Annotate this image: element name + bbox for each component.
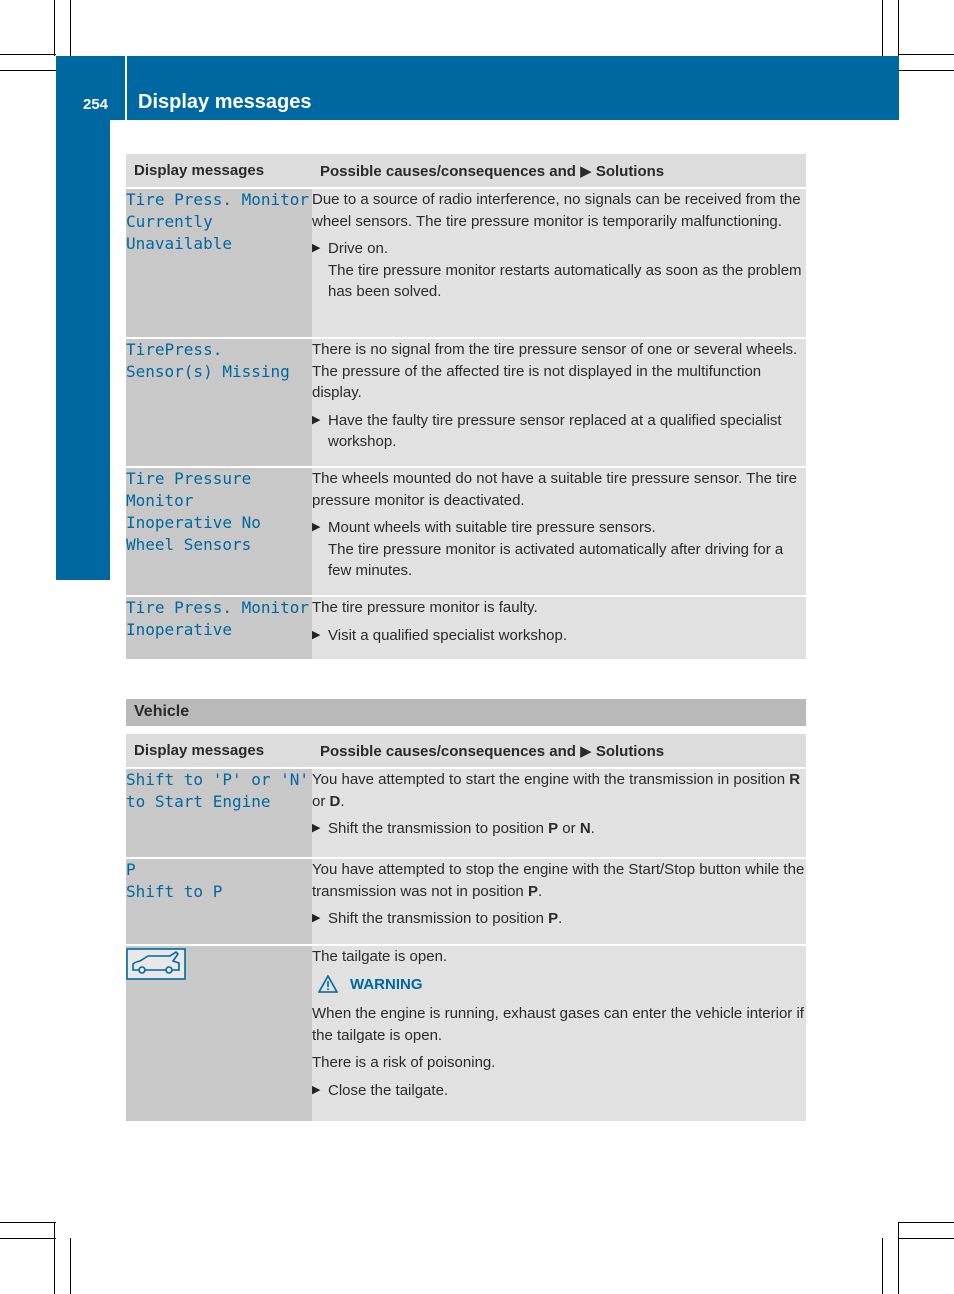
crop-mark xyxy=(70,1238,71,1294)
table-row xyxy=(126,596,806,660)
arrow-icon: ▶ xyxy=(312,413,321,426)
solution-note: The tire pressure monitor is activated automatically after driving for a few minutes. xyxy=(328,540,784,579)
arrow-icon: ▶ xyxy=(312,242,321,254)
cause-text: You have attempted to start the engine with the transmission in position R or D. xyxy=(312,771,801,810)
column-header-solutions: Possible causes/consequences and ▶ Solutions xyxy=(312,154,806,188)
crop-mark xyxy=(0,1238,56,1239)
display-message: Tire Pressure Monitor Inoperative No Wheel Sensors xyxy=(126,469,261,554)
warning-heading xyxy=(312,974,806,996)
crop-mark xyxy=(898,1238,954,1239)
cause-text: You have attempted to stop the engine with the Start/Stop button while the transmission was not in position P. xyxy=(312,861,805,900)
column-header-solutions: Possible causes/consequences and ▶ Solutions xyxy=(312,734,806,768)
arrow-icon: ▶ xyxy=(312,1083,321,1096)
display-message: Tire Press. Monitor Inoperative xyxy=(126,598,310,639)
header-divider xyxy=(125,56,127,120)
table-row xyxy=(126,338,806,467)
solution-note: The tire pressure monitor restarts automatically as soon as the problem has been solved. xyxy=(328,261,802,300)
arrow-icon: ▶ xyxy=(312,628,321,641)
section-heading-vehicle: Vehicle xyxy=(126,699,806,726)
warning-triangle-icon xyxy=(318,975,338,993)
cause-text: The tailgate is open. xyxy=(312,948,448,965)
crop-mark xyxy=(54,0,55,56)
messages-table-tires xyxy=(126,154,806,661)
crop-mark xyxy=(882,1238,883,1294)
cause-text: There is no signal from the tire pressure sensor of one or several wheels. The pressure of the affected tire is not displayed in the multifunction display. xyxy=(312,341,798,401)
cause-text: Due to a source of radio interference, no signals can be received from the wheel sensors. The tire pressure monitor is temporarily malfunctioning. xyxy=(312,191,801,230)
arrow-icon: ▶ xyxy=(312,912,321,924)
solution-step: ▶ Have the faulty tire pressure sensor replaced at a qualified specialist workshop. xyxy=(312,410,806,453)
warning-label: WARNING xyxy=(350,975,423,993)
table-row xyxy=(126,858,806,945)
display-message: Tire Press. Monitor Currently Unavailable xyxy=(126,190,310,253)
crop-mark xyxy=(70,0,71,56)
solution-step: ▶ Visit a qualified specialist workshop. xyxy=(312,625,806,647)
arrow-icon: ▶ xyxy=(312,521,321,533)
solution-step: ▶ Shift the transmission to position P. xyxy=(312,908,806,930)
tailgate-open-icon xyxy=(126,948,186,980)
display-message: TirePress. Sensor(s) Missing xyxy=(126,340,290,381)
display-message: P Shift to P xyxy=(126,860,223,901)
crop-mark xyxy=(0,54,56,55)
risk-text: There is a risk of poisoning. xyxy=(312,1054,496,1071)
arrow-icon: ▶ xyxy=(312,822,321,834)
solution-step: ▶ Shift the transmission to position P or N. xyxy=(312,818,806,840)
crop-mark xyxy=(0,70,56,71)
cause-text: The tire pressure monitor is faulty. xyxy=(312,599,538,616)
display-message: Shift to 'P' or 'N' to Start Engine xyxy=(126,770,310,811)
crop-mark xyxy=(882,0,883,56)
table-row xyxy=(126,467,806,596)
crop-mark xyxy=(898,1222,954,1223)
crop-mark xyxy=(0,1222,56,1223)
page-title: Display messages xyxy=(138,91,312,113)
table-row xyxy=(126,768,806,858)
solution-step: ▶ Close the tailgate. xyxy=(312,1080,806,1102)
crop-mark xyxy=(898,1222,899,1294)
table-row xyxy=(126,188,806,338)
column-header-messages: Display messages xyxy=(126,154,312,188)
crop-mark xyxy=(898,0,899,56)
solution-step: ▶ Drive on. xyxy=(312,238,806,260)
solution-step: ▶ Mount wheels with suitable tire pressure sensors. xyxy=(312,517,806,539)
table-header xyxy=(126,154,806,188)
chapter-label: On-board computer and displays xyxy=(74,195,97,525)
messages-table-vehicle xyxy=(126,734,806,1123)
table-row xyxy=(126,945,806,1122)
page-number: 254 xyxy=(83,96,109,113)
crop-mark xyxy=(54,1222,55,1294)
cause-text: The wheels mounted do not have a suitable tire pressure sensor. The tire pressure monitor is deactivated. xyxy=(312,470,798,509)
warning-text: When the engine is running, exhaust gases can enter the vehicle interior if the tailgate is open. xyxy=(312,1005,804,1044)
table-header xyxy=(126,734,806,768)
crop-mark xyxy=(898,54,954,55)
column-header-messages: Display messages xyxy=(126,734,312,768)
crop-mark xyxy=(898,70,954,71)
